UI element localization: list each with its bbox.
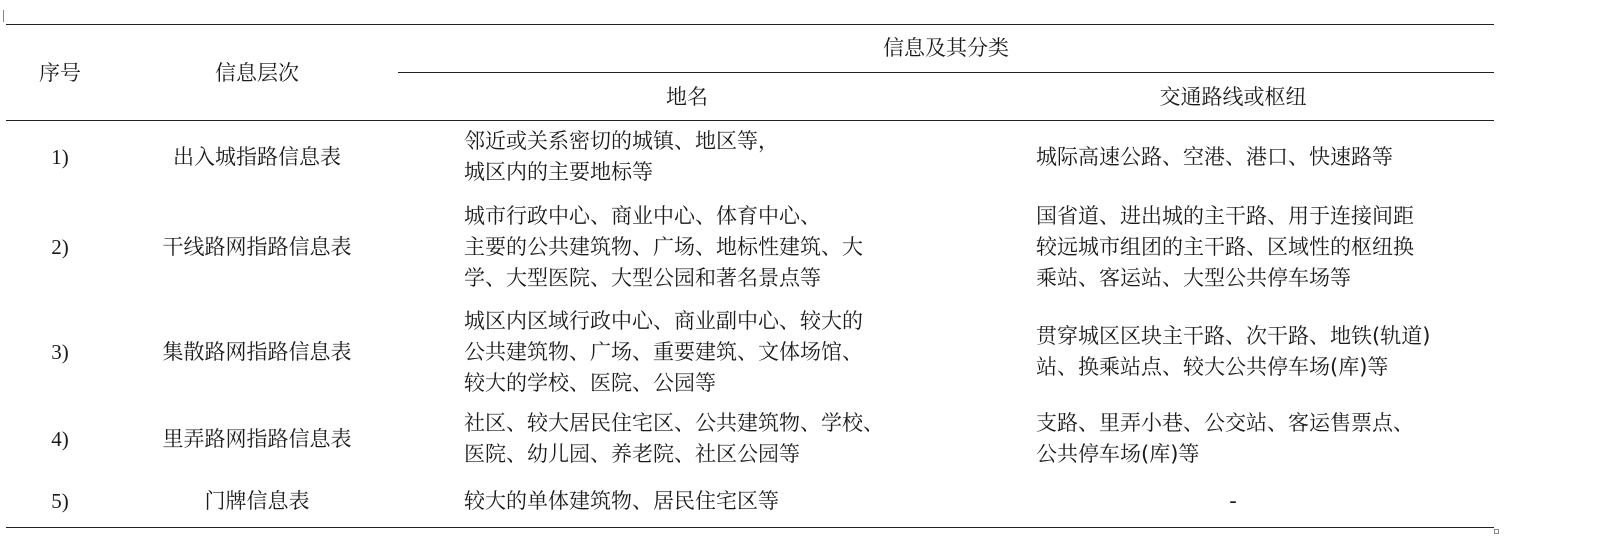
header-group: 信息及其分类 [883, 36, 1009, 60]
row-1-route-line-1: 城际高速公路、空港、港口、快速路等 [1036, 145, 1393, 169]
row-2-route-line-2: 较远城市组团的主干路、区域性的枢纽换 [1036, 235, 1414, 259]
row-2-place-line-3: 学、大型医院、大型公园和著名景点等 [464, 266, 821, 290]
row-4-route [1036, 408, 1414, 470]
row-1-place [464, 126, 779, 188]
header-route: 交通路线或枢纽 [1159, 85, 1307, 109]
row-2-level: 干线路网指路信息表 [162, 235, 352, 259]
row-4-seq: 4) [51, 427, 69, 451]
header-level: 信息层次 [215, 61, 299, 85]
row-5-route: - [1229, 489, 1237, 513]
row-4-level: 里弄路网指路信息表 [162, 427, 352, 451]
row-2-seq: 2) [51, 235, 69, 259]
row-3-place [464, 306, 863, 399]
row-2-route [1036, 201, 1414, 294]
row-5-place-line-1: 较大的单体建筑物、居民住宅区等 [464, 489, 779, 513]
row-1-route [1036, 142, 1393, 173]
row-3-place-line-1: 城区内区域行政中心、商业副中心、较大的 [464, 309, 863, 333]
row-2-route-line-1: 国省道、进出城的主干路、用于连接间距 [1036, 204, 1414, 228]
row-2-place [464, 201, 863, 294]
row-4-place [464, 408, 884, 470]
row-4-route-line-1: 支路、里弄小巷、公交站、客运售票点、 [1036, 411, 1414, 435]
row-2-place-line-1: 城市行政中心、商业中心、体育中心、 [464, 204, 821, 228]
row-1-place-line-1: 邻近或关系密切的城镇、地区等， [464, 129, 779, 153]
row-1-level: 出入城指路信息表 [173, 145, 341, 169]
corner-mark-top-left [0, 10, 4, 22]
group-header-rule [398, 72, 1494, 73]
table-top-rule [6, 24, 1494, 25]
row-2-place-line-2: 主要的公共建筑物、广场、地标性建筑、大 [464, 235, 863, 259]
row-2-route-line-3: 乘站、客运站、大型公共停车场等 [1036, 266, 1351, 290]
row-1-seq: 1) [51, 145, 69, 169]
row-4-route-line-2: 公共停车场(库)等 [1036, 442, 1200, 466]
table-bottom-rule [6, 527, 1494, 528]
row-3-route-line-1: 贯穿城区区块主干路、次干路、地铁(轨道) [1036, 324, 1431, 348]
row-1-place-line-2: 城区内的主要地标等 [464, 160, 653, 184]
corner-mark-bottom-right [1494, 529, 1499, 534]
row-4-place-line-2: 医院、幼儿园、养老院、社区公园等 [464, 442, 800, 466]
row-3-route-line-2: 站、换乘站点、较大公共停车场(库)等 [1036, 355, 1389, 379]
row-3-place-line-3: 较大的学校、医院、公园等 [464, 371, 716, 395]
row-3-route [1036, 321, 1430, 383]
row-5-level: 门牌信息表 [204, 489, 310, 513]
row-5-seq: 5) [51, 489, 69, 513]
row-5-place [464, 486, 779, 517]
row-3-seq: 3) [51, 340, 69, 364]
row-3-level: 集散路网指路信息表 [162, 340, 352, 364]
header-bottom-rule [6, 120, 1494, 121]
row-4-place-line-1: 社区、较大居民住宅区、公共建筑物、学校、 [464, 411, 884, 435]
header-seq: 序号 [39, 61, 81, 85]
header-place: 地名 [666, 85, 708, 109]
row-3-place-line-2: 公共建筑物、广场、重要建筑、文体场馆、 [464, 340, 863, 364]
